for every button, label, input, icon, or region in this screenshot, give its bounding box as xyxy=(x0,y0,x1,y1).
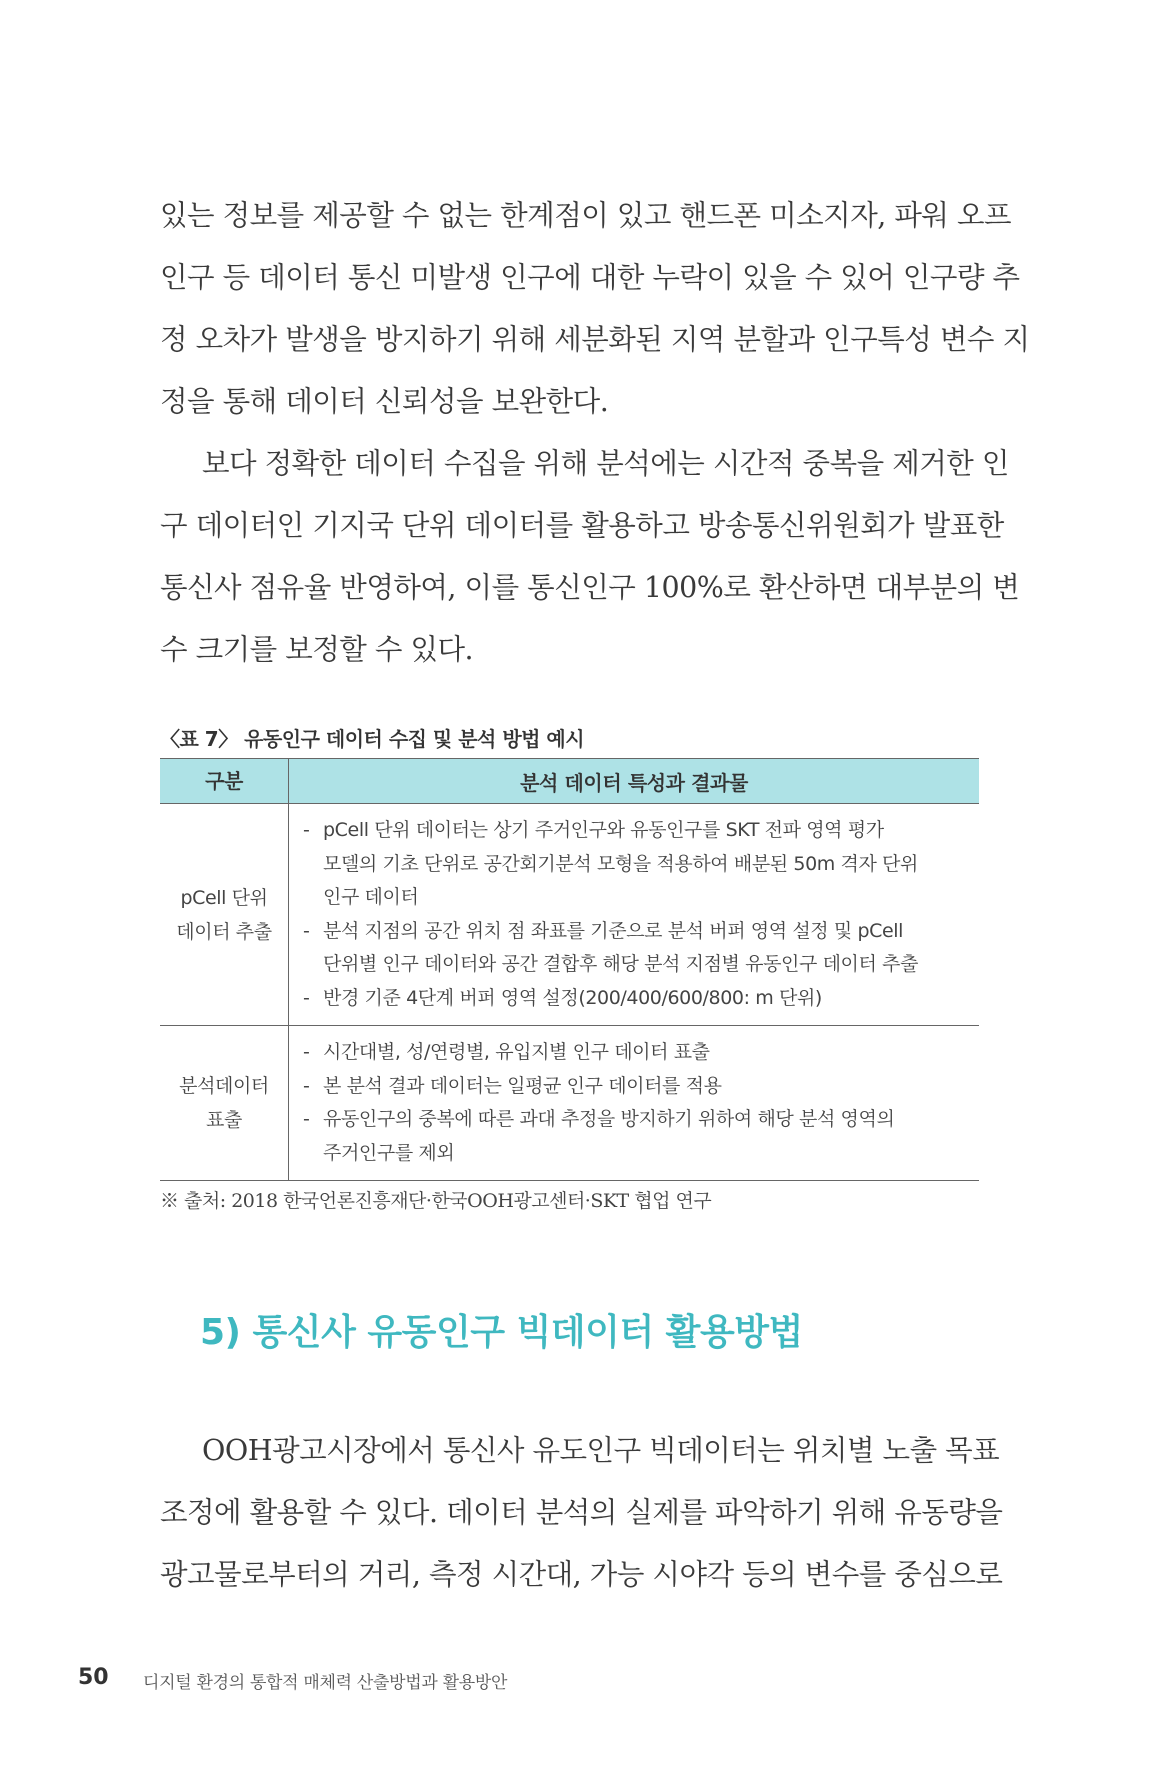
body-paragraph-2 xyxy=(160,433,1020,681)
category-line: 표출 xyxy=(206,1109,242,1131)
header-category: 구분 xyxy=(160,759,289,804)
bullet-item xyxy=(303,982,967,1016)
bullet-line: 인구 데이터 xyxy=(323,886,419,908)
text-line: 정 오차가 발생을 방지하기 위해 세분화된 지역 분할과 인구특성 변수 지 xyxy=(160,323,1030,356)
bullet-line: 단위별 인구 데이터와 공간 결합후 해당 분석 지점별 유동인구 데이터 추출 xyxy=(323,953,919,975)
row-description xyxy=(289,804,980,1026)
body-paragraph-1 xyxy=(160,185,1030,433)
bullet-item xyxy=(303,915,967,982)
text-line: 광고물로부터의 거리, 측정 시간대, 가능 시야각 등의 변수를 중심으로 xyxy=(160,1558,1003,1591)
table-source-note: ※ 출처: 2018 한국언론진흥재단·한국OOH광고센터·SKT 협업 연구 xyxy=(160,1190,712,1212)
bullet-line: 주거인구를 제외 xyxy=(323,1141,455,1164)
table-row xyxy=(160,1026,979,1181)
bullet-item xyxy=(303,1103,967,1170)
bullet-line: - 시간대별, 성/연령별, 유입지별 인구 데이터 표출 xyxy=(323,1041,710,1063)
text-line: 정을 통해 데이터 신뢰성을 보완한다. xyxy=(160,385,609,418)
bullet-line: - pCell 단위 데이터는 상기 주거인구와 유동인구를 SKT 전파 영역 평가 xyxy=(323,819,884,841)
bullet-line: - 분석 지점의 공간 위치 점 좌표를 기준으로 분석 버퍼 영역 설정 및 pCell xyxy=(323,919,904,942)
body-paragraph-3 xyxy=(160,1420,1003,1606)
row-category xyxy=(160,1026,289,1181)
section-heading: 5) 통신사 유동인구 빅데이터 활용방법 xyxy=(200,1312,803,1353)
text-line: 통신사 점유율 반영하여, 이를 통신인구 100%로 환산하면 대부분의 변 xyxy=(160,571,1020,604)
bullet-line: - 본 분석 결과 데이터는 일평균 인구 데이터를 적용 xyxy=(323,1074,722,1097)
text-line: 구 데이터인 기지국 단위 데이터를 활용하고 방송통신위원회가 발표한 xyxy=(160,509,1004,542)
text-line: 있는 정보를 제공할 수 없는 한계점이 있고 핸드폰 미소지자, 파워 오프 xyxy=(160,199,1012,232)
row-category xyxy=(160,804,289,1026)
category-line: pCell 단위 xyxy=(180,886,268,909)
page-number: 50 xyxy=(78,1665,109,1690)
table-header-row xyxy=(160,759,979,804)
bullet-item xyxy=(303,814,967,915)
bullet-line: - 반경 기준 4단계 버퍼 영역 설정(200/400/600/800: m 단위) xyxy=(323,986,822,1009)
table-caption: 〈표 7〉 유동인구 데이터 수집 및 분석 방법 예시 xyxy=(160,727,585,751)
table-row xyxy=(160,804,979,1026)
bullet-line: - 유동인구의 중복에 따른 과대 추정을 방지하기 위하여 해당 분석 영역의 xyxy=(323,1108,895,1130)
category-line: 분석데이터 xyxy=(179,1075,269,1097)
bullet-item xyxy=(303,1036,967,1070)
data-table xyxy=(160,758,979,1181)
bullet-item xyxy=(303,1070,967,1104)
text-line: 조정에 활용할 수 있다. 데이터 분석의 실제를 파악하기 위해 유동량을 xyxy=(160,1496,1003,1529)
text-line: OOH광고시장에서 통신사 유도인구 빅데이터는 위치별 노출 목표 xyxy=(202,1434,1000,1467)
running-title: 디지털 환경의 통합적 매체력 산출방법과 활용방안 xyxy=(143,1673,508,1693)
row-description xyxy=(289,1026,980,1181)
text-line: 보다 정확한 데이터 수집을 위해 분석에는 시간적 중복을 제거한 인 xyxy=(202,447,1009,480)
text-line: 인구 등 데이터 통신 미발생 인구에 대한 누락이 있을 수 있어 인구량 추 xyxy=(160,261,1020,294)
header-description: 분석 데이터 특성과 결과물 xyxy=(289,759,980,804)
category-line: 데이터 추출 xyxy=(176,920,272,943)
bullet-line: 모델의 기초 단위로 공간회기분석 모형을 적용하여 배분된 50m 격자 단위 xyxy=(323,852,918,875)
text-line: 수 크기를 보정할 수 있다. xyxy=(160,633,474,666)
